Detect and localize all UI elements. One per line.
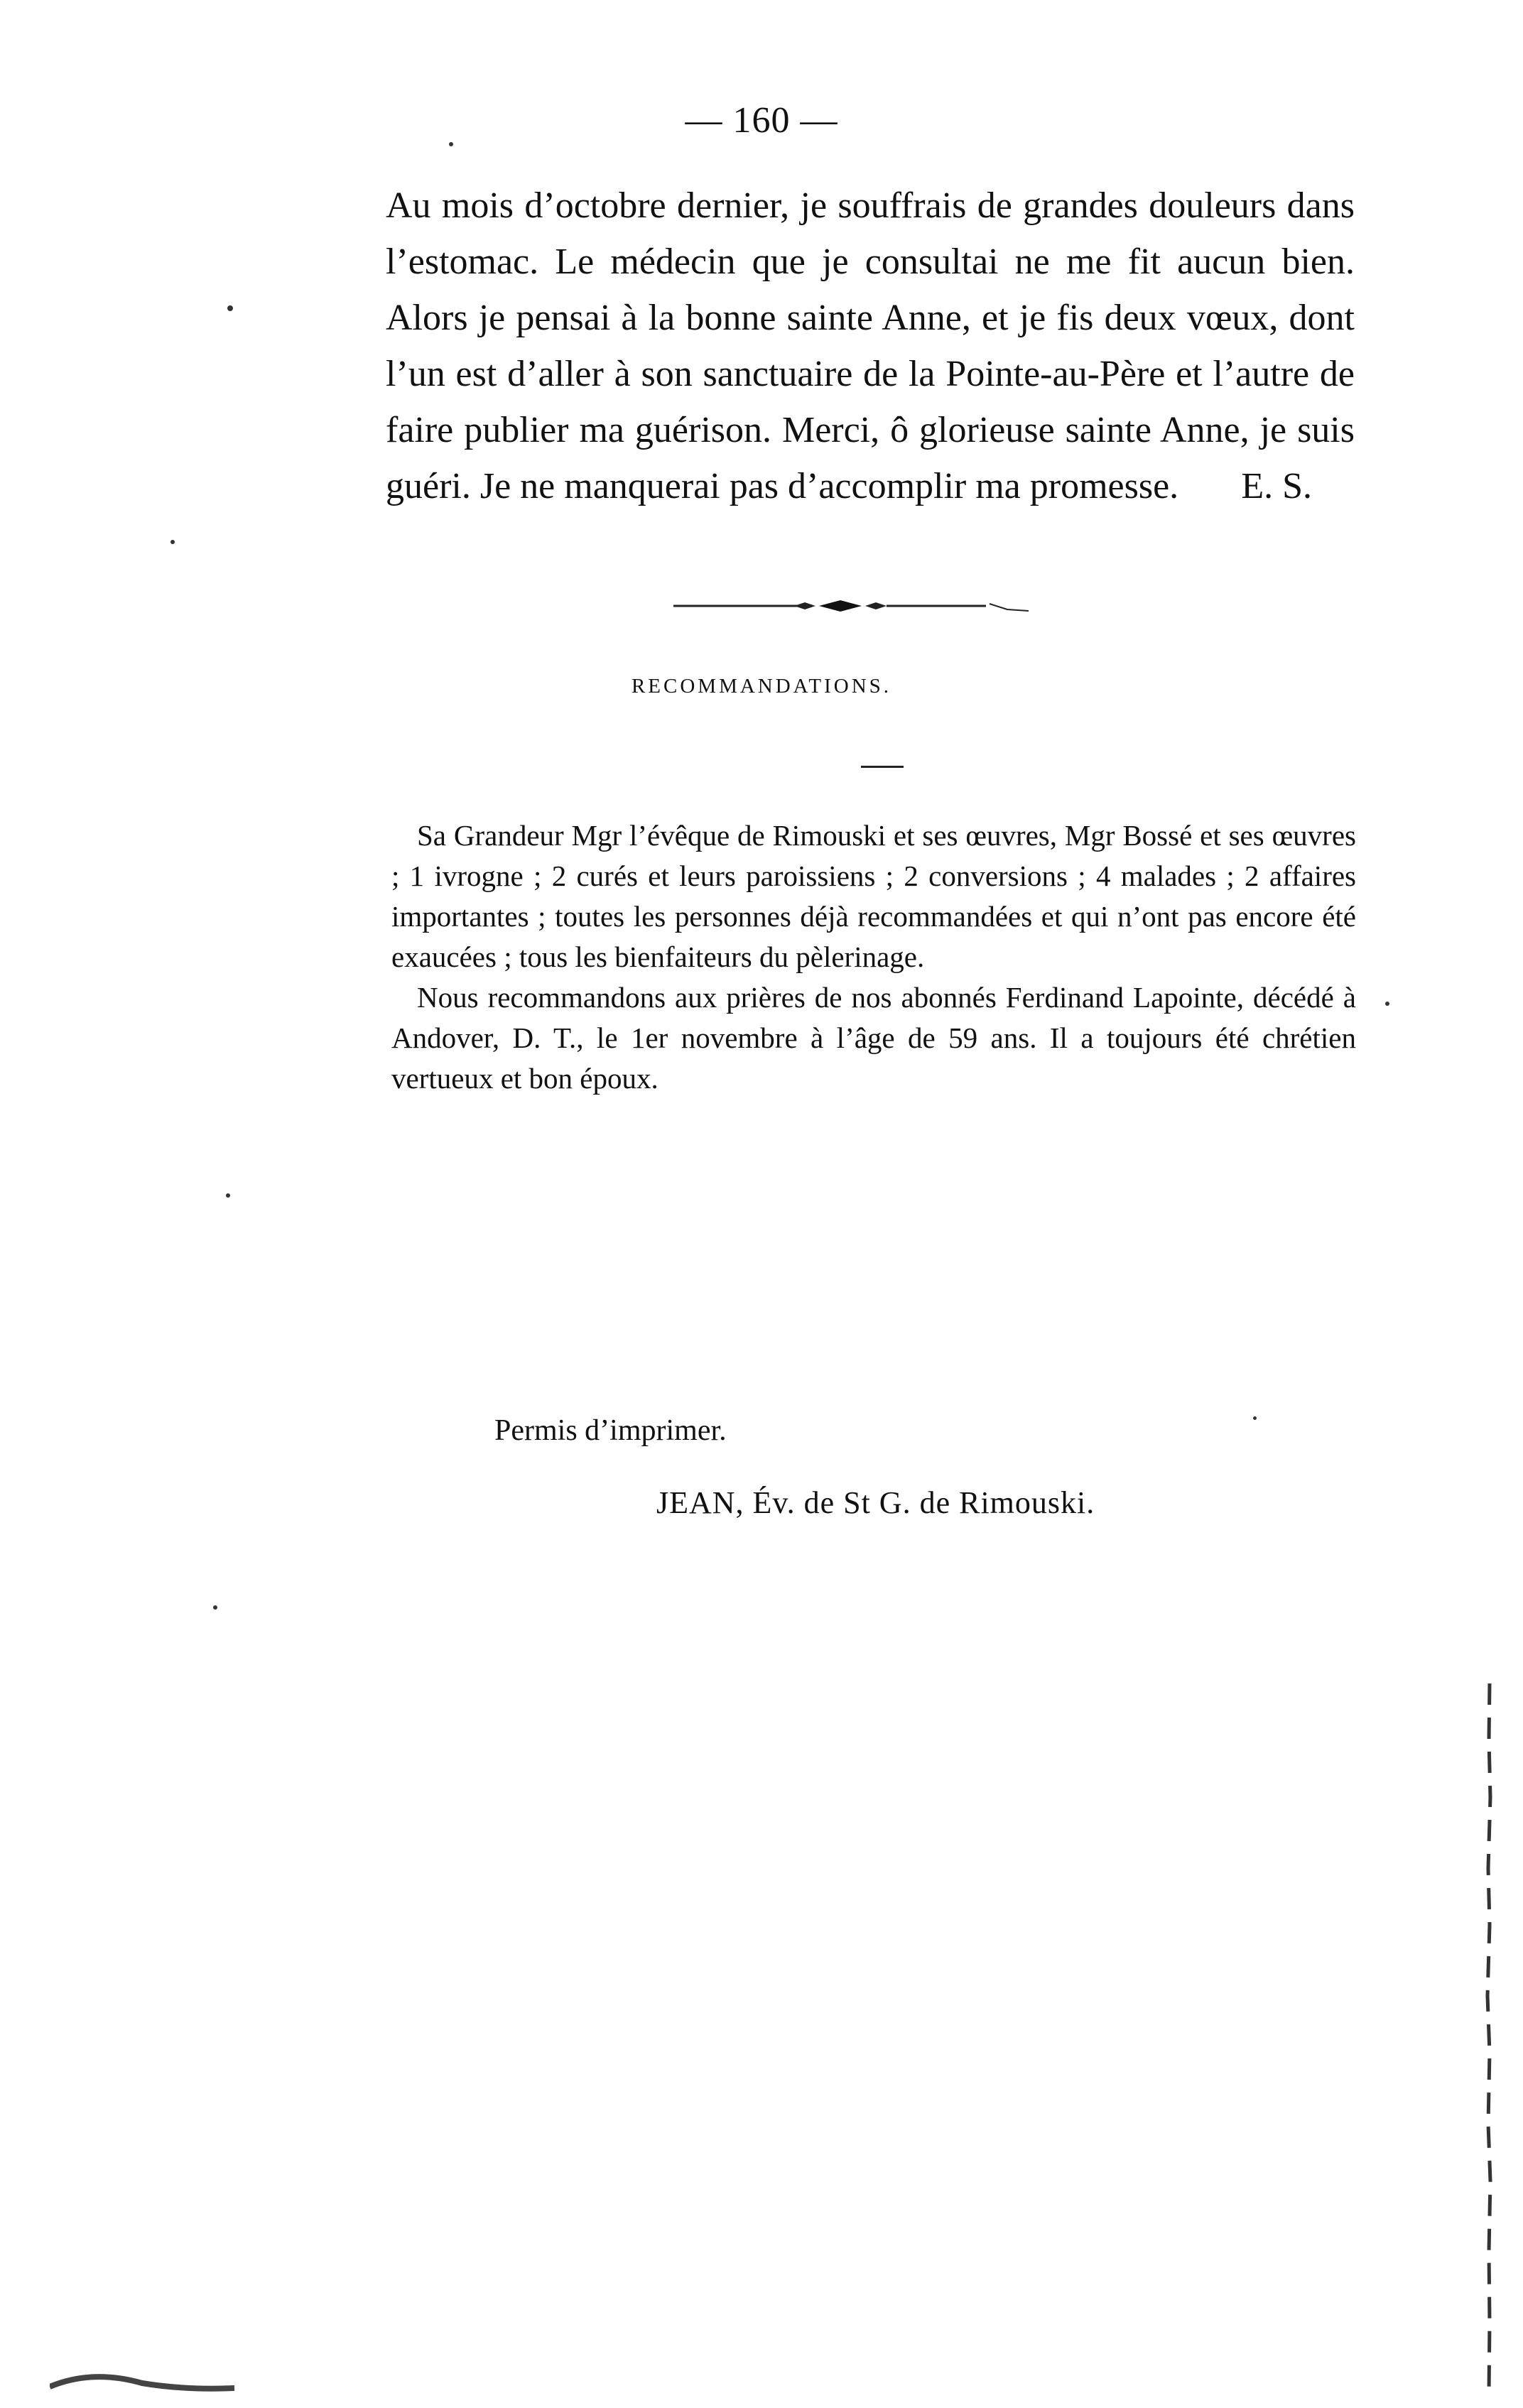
testimony-paragraph [386,178,1355,514]
ornamental-divider [673,595,1029,617]
section-title: RECOMMANDATIONS. [631,675,892,698]
scan-speck [1253,1416,1257,1420]
short-rule [861,766,904,768]
imprimatur-line: Permis d’imprimer. [494,1414,727,1447]
testimony-text: Au mois d’octobre dernier, je souffrais de grandes douleurs dans l’estomac. Le médecin que je consultai ne me fit aucun bien. Alors je pensai à la bonne sainte Anne, et je fis deux vœux, dont l’un est d’aller à son sanctuaire de la Pointe-au-Père et l’autre de faire publier ma guérison. Merci, ô glorieuse sainte Anne, je suis guéri. Je ne manquerai pas d’accomplir ma promesse. [386,185,1355,506]
scan-speck [170,540,175,544]
page-number: — 160 — [685,100,838,141]
obituary-paragraph: Nous recommandons aux prières de nos abonnés Ferdinand Lapointe, décédé à Andover, D. T., le 1er novembre à l’âge de 59 ans. Il a toujours été chrétien vertueux et bon époux. [391,981,1356,1095]
scan-smudge [50,2365,234,2394]
scan-speck [213,1605,217,1610]
bishop-signature: JEAN, Év. de St G. de Rimouski. [656,1485,1095,1520]
binding-edge-marks [1479,1683,1500,2394]
recommendations-block [391,815,1356,1099]
recommendations-paragraph: Sa Grandeur Mgr l’évêque de Rimouski et ses œuvres, Mgr Bossé et ses œuvres ; 1 ivrogne ; 2 curés et leurs paroissiens ; 2 conversions ; 4 malades ; 2 affaires importantes ; toutes les personnes déjà recommandées et qui n’ont pas encore été exaucées ; tous les bienfaiteurs du pèlerinage. [391,819,1356,973]
scan-speck [1385,1002,1389,1006]
scan-speck [226,1193,230,1198]
scan-speck [227,305,233,311]
testimony-signature: E. S. [1241,466,1312,506]
scan-speck [449,142,453,146]
